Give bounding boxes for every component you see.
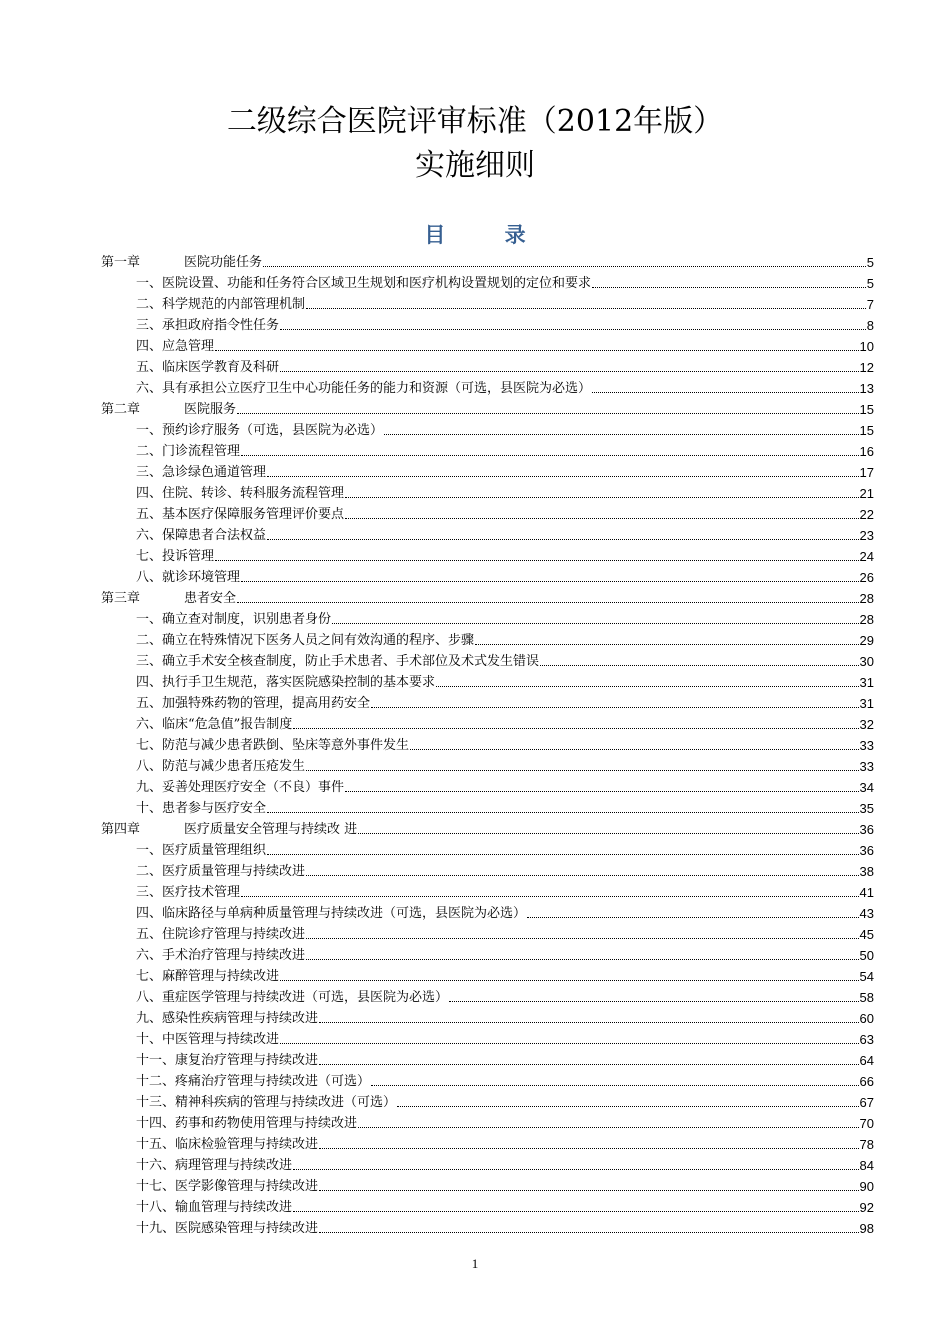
toc-entry-label bbox=[136, 696, 370, 712]
toc-page-number: 66 bbox=[859, 1074, 874, 1089]
toc-section-entry[interactable] bbox=[101, 691, 874, 712]
toc-entry-title: 四、住院、转诊、转科服务流程管理 bbox=[136, 486, 345, 501]
toc-entry-label bbox=[136, 339, 214, 355]
toc-page-number: 54 bbox=[859, 969, 874, 984]
toc-dot-leader bbox=[280, 980, 859, 981]
toc-entry-label bbox=[136, 633, 474, 649]
toc-chapter-number: 第四章 bbox=[101, 822, 141, 837]
toc-entry-title: 一、医疗质量管理组织 bbox=[136, 843, 267, 858]
toc-entry-title: 四、执行手卫生规范，落实医院感染控制的基本要求 bbox=[136, 675, 436, 690]
toc-dot-leader bbox=[267, 854, 859, 855]
toc-dot-leader bbox=[319, 1190, 859, 1191]
toc-page-number: 63 bbox=[859, 1032, 874, 1047]
toc-page-number: 16 bbox=[859, 444, 874, 459]
toc-entry-label bbox=[136, 570, 240, 586]
toc-entry-title: 六、保障患者合法权益 bbox=[136, 528, 267, 543]
toc-entry-label bbox=[136, 717, 292, 733]
toc-dot-leader bbox=[241, 581, 859, 582]
toc-entry-title: 医疗质量安全管理与持续改 进 bbox=[184, 822, 358, 837]
toc-dot-leader bbox=[215, 560, 859, 561]
toc-dot-leader bbox=[293, 1169, 859, 1170]
toc-section-entry[interactable] bbox=[101, 754, 874, 775]
toc-section-entry[interactable] bbox=[101, 1174, 874, 1195]
toc-entry-title: 六、具有承担公立医疗卫生中心功能任务的能力和资源（可选，县医院为必选） bbox=[136, 381, 592, 396]
toc-entry-label bbox=[136, 1158, 292, 1174]
toc-page-number: 28 bbox=[859, 612, 874, 627]
toc-dot-leader bbox=[293, 728, 858, 729]
toc-entry-title: 医院服务 bbox=[184, 402, 237, 417]
toc-page-number: 84 bbox=[859, 1158, 874, 1173]
toc-section-entry[interactable] bbox=[101, 1111, 874, 1132]
toc-dot-leader bbox=[280, 371, 859, 372]
toc-dot-leader bbox=[319, 1064, 859, 1065]
toc-dot-leader bbox=[345, 791, 859, 792]
toc-page-number: 12 bbox=[859, 360, 874, 375]
toc-section-entry[interactable] bbox=[101, 838, 874, 859]
toc-entry-title: 一、确立查对制度，识别患者身份 bbox=[136, 612, 332, 627]
toc-section-entry[interactable] bbox=[101, 943, 874, 964]
toc-entry-label bbox=[136, 1011, 318, 1027]
toc-entry-label bbox=[101, 822, 357, 838]
toc-entry-label bbox=[136, 360, 279, 376]
toc-page-number: 33 bbox=[859, 738, 874, 753]
toc-page-number: 15 bbox=[859, 423, 874, 438]
page-number: 1 bbox=[471, 1256, 479, 1271]
toc-page-number: 24 bbox=[859, 549, 874, 564]
toc-dot-leader bbox=[267, 476, 859, 477]
toc-page-number: 13 bbox=[859, 381, 874, 396]
toc-entry-label bbox=[136, 465, 266, 481]
toc-entry-label bbox=[136, 444, 240, 460]
toc-section-entry[interactable] bbox=[101, 628, 874, 649]
toc-section-entry[interactable] bbox=[101, 460, 874, 481]
document-title: 二级综合医院评审标准（2012年版） bbox=[226, 104, 724, 139]
toc-chapter-number: 第一章 bbox=[101, 255, 141, 270]
toc-section-entry[interactable] bbox=[101, 334, 874, 355]
toc-dot-leader bbox=[237, 413, 859, 414]
toc-entry-label bbox=[136, 1116, 357, 1132]
toc-entry-title: 七、麻醉管理与持续改进 bbox=[136, 969, 280, 984]
toc-section-entry[interactable] bbox=[101, 523, 874, 544]
toc-dot-leader bbox=[215, 350, 859, 351]
toc-page-number: 5 bbox=[866, 276, 874, 291]
toc-section-entry[interactable] bbox=[101, 670, 874, 691]
toc-section-entry[interactable] bbox=[101, 1132, 874, 1153]
toc-page-number: 33 bbox=[859, 759, 874, 774]
toc-entry-title: 十八、输血管理与持续改进 bbox=[136, 1200, 293, 1215]
toc-section-entry[interactable] bbox=[101, 796, 874, 817]
toc-dot-leader bbox=[592, 287, 866, 288]
toc-entry-title: 九、感染性疾病管理与持续改进 bbox=[136, 1011, 319, 1026]
toc-section-entry[interactable] bbox=[101, 1069, 874, 1090]
toc-entry-title: 十五、临床检验管理与持续改进 bbox=[136, 1137, 319, 1152]
toc-entry-label bbox=[101, 255, 262, 271]
toc-section-entry[interactable] bbox=[101, 565, 874, 586]
toc-entry-label bbox=[136, 423, 383, 439]
toc-dot-leader bbox=[306, 938, 859, 939]
toc-page-number: 29 bbox=[859, 633, 874, 648]
toc-entry-label bbox=[136, 507, 344, 523]
toc-entry-title: 二、科学规范的内部管理机制 bbox=[136, 297, 306, 312]
toc-page-number: 43 bbox=[859, 906, 874, 921]
toc-entry-label bbox=[136, 906, 526, 922]
toc-entry-title: 六、临床“危急值”报告制度 bbox=[136, 717, 293, 732]
toc-dot-leader bbox=[371, 707, 859, 708]
toc-dot-leader bbox=[293, 1211, 859, 1212]
toc-section-entry[interactable] bbox=[101, 418, 874, 439]
toc-entry-label bbox=[136, 297, 305, 313]
toc-entry-title: 患者安全 bbox=[184, 591, 237, 606]
toc-chapter-number: 第二章 bbox=[101, 402, 141, 417]
toc-dot-leader bbox=[241, 896, 859, 897]
toc-dot-leader bbox=[319, 1232, 859, 1233]
toc-entry-label bbox=[136, 654, 539, 670]
toc-dot-leader bbox=[449, 1001, 859, 1002]
toc-dot-leader bbox=[436, 686, 859, 687]
toc-chapter-entry[interactable] bbox=[101, 586, 874, 607]
toc-entry-title: 八、就诊环境管理 bbox=[136, 570, 241, 585]
toc-chapter-entry[interactable] bbox=[101, 250, 874, 271]
toc-page-number: 21 bbox=[859, 486, 874, 501]
toc-section-entry[interactable] bbox=[101, 922, 874, 943]
toc-dot-leader bbox=[540, 665, 859, 666]
toc-section-entry[interactable] bbox=[101, 712, 874, 733]
toc-entry-label bbox=[136, 486, 344, 502]
toc-entry-label bbox=[136, 969, 279, 985]
toc-dot-leader bbox=[319, 1022, 859, 1023]
toc-section-entry[interactable] bbox=[101, 1153, 874, 1174]
toc-section-entry[interactable] bbox=[101, 271, 874, 292]
toc-dot-leader bbox=[475, 644, 859, 645]
toc-entry-label bbox=[136, 864, 305, 880]
toc-page-number: 35 bbox=[859, 801, 874, 816]
toc-section-entry[interactable] bbox=[101, 1006, 874, 1027]
toc-entry-title: 五、基本医疗保障服务管理评价要点 bbox=[136, 507, 345, 522]
toc-page-number: 15 bbox=[859, 402, 874, 417]
toc-entry-label bbox=[136, 738, 409, 754]
toc-section-entry[interactable] bbox=[101, 1048, 874, 1069]
toc-page-number: 92 bbox=[859, 1200, 874, 1215]
toc-entry-label bbox=[101, 402, 236, 418]
toc-page-number: 36 bbox=[859, 822, 874, 837]
toc-entry-label bbox=[101, 591, 236, 607]
toc-page-number: 98 bbox=[859, 1221, 874, 1236]
toc-section-entry[interactable] bbox=[101, 355, 874, 376]
toc-entry-title: 八、防范与减少患者压疮发生 bbox=[136, 759, 306, 774]
toc-section-entry[interactable] bbox=[101, 964, 874, 985]
toc-entry-label bbox=[136, 276, 591, 292]
toc-entry-label bbox=[136, 1095, 396, 1111]
toc-entry-title: 七、投诉管理 bbox=[136, 549, 215, 564]
toc-dot-leader bbox=[410, 749, 859, 750]
toc-section-entry[interactable] bbox=[101, 502, 874, 523]
toc-entry-title: 医院功能任务 bbox=[184, 255, 263, 270]
toc-dot-leader bbox=[306, 770, 859, 771]
toc-page-number: 38 bbox=[859, 864, 874, 879]
toc-page-number: 78 bbox=[859, 1137, 874, 1152]
toc-entry-title: 六、手术治疗管理与持续改进 bbox=[136, 948, 306, 963]
toc-entry-label bbox=[136, 1074, 370, 1090]
toc-dot-leader bbox=[397, 1106, 859, 1107]
toc-page-number: 28 bbox=[859, 591, 874, 606]
toc-section-entry[interactable] bbox=[101, 985, 874, 1006]
toc-entry-title: 二、医疗质量管理与持续改进 bbox=[136, 864, 306, 879]
toc-entry-title: 十一、康复治疗管理与持续改进 bbox=[136, 1053, 319, 1068]
toc-entry-label bbox=[136, 990, 448, 1006]
toc-entry-title: 十三、精神科疾病的管理与持续改进（可选） bbox=[136, 1095, 397, 1110]
toc-entry-label bbox=[136, 1032, 279, 1048]
toc-heading: 目 录 bbox=[424, 223, 552, 247]
toc-entry-label bbox=[136, 1137, 318, 1153]
toc-page-number: 58 bbox=[859, 990, 874, 1005]
toc-dot-leader bbox=[358, 1127, 859, 1128]
toc-section-entry[interactable] bbox=[101, 775, 874, 796]
toc-entry-title: 九、妥善处理医疗安全（不良）事件 bbox=[136, 780, 345, 795]
toc-dot-leader bbox=[319, 1148, 859, 1149]
toc-dot-leader bbox=[306, 875, 859, 876]
toc-page-number: 22 bbox=[859, 507, 874, 522]
toc-entry-title: 四、应急管理 bbox=[136, 339, 215, 354]
toc-dot-leader bbox=[371, 1085, 859, 1086]
toc-section-entry[interactable] bbox=[101, 313, 874, 334]
toc-dot-leader bbox=[332, 623, 859, 624]
toc-page-number: 8 bbox=[866, 318, 874, 333]
toc-dot-leader bbox=[280, 329, 866, 330]
toc-entry-label bbox=[136, 801, 266, 817]
toc-entry-title: 十六、病理管理与持续改进 bbox=[136, 1158, 293, 1173]
toc-section-entry[interactable] bbox=[101, 376, 874, 397]
toc-page-number: 70 bbox=[859, 1116, 874, 1131]
toc-page-number: 90 bbox=[859, 1179, 874, 1194]
toc-chapter-number: 第三章 bbox=[101, 591, 141, 606]
toc-page-number: 23 bbox=[859, 528, 874, 543]
toc-dot-leader bbox=[280, 1043, 859, 1044]
toc-entry-title: 五、加强特殊药物的管理，提高用药安全 bbox=[136, 696, 371, 711]
toc-entry-title: 十二、疼痛治疗管理与持续改进（可选） bbox=[136, 1074, 371, 1089]
toc-dot-leader bbox=[237, 602, 859, 603]
toc-section-entry[interactable] bbox=[101, 733, 874, 754]
toc-entry-label bbox=[136, 1200, 292, 1216]
toc-entry-title: 八、重症医学管理与持续改进（可选，县医院为必选） bbox=[136, 990, 449, 1005]
toc-entry-title: 三、确立手术安全核查制度，防止手术患者、手术部位及术式发生错误 bbox=[136, 654, 540, 669]
toc-page-number: 31 bbox=[859, 675, 874, 690]
toc-section-entry[interactable] bbox=[101, 880, 874, 901]
toc-entry-title: 五、住院诊疗管理与持续改进 bbox=[136, 927, 306, 942]
toc-entry-label bbox=[136, 612, 331, 628]
toc-page-number: 7 bbox=[866, 297, 874, 312]
toc-dot-leader bbox=[267, 812, 859, 813]
toc-entry-label bbox=[136, 780, 344, 796]
toc-dot-leader bbox=[592, 392, 859, 393]
toc-section-entry[interactable] bbox=[101, 1090, 874, 1111]
toc-dot-leader bbox=[263, 266, 866, 267]
toc-section-entry[interactable] bbox=[101, 439, 874, 460]
toc-page-number: 64 bbox=[859, 1053, 874, 1068]
toc-dot-leader bbox=[384, 434, 859, 435]
toc-page-number: 67 bbox=[859, 1095, 874, 1110]
toc-entry-label bbox=[136, 843, 266, 859]
toc-entry-title: 三、急诊绿色通道管理 bbox=[136, 465, 267, 480]
toc-page-number: 31 bbox=[859, 696, 874, 711]
toc-entry-label bbox=[136, 885, 240, 901]
toc-page-number: 32 bbox=[859, 717, 874, 732]
toc-section-entry[interactable] bbox=[101, 859, 874, 880]
toc-section-entry[interactable] bbox=[101, 1216, 874, 1237]
toc-page-number: 34 bbox=[859, 780, 874, 795]
toc-section-entry[interactable] bbox=[101, 1027, 874, 1048]
toc-page-number: 41 bbox=[859, 885, 874, 900]
toc-entry-label bbox=[136, 381, 591, 397]
toc-entry-label bbox=[136, 318, 279, 334]
toc-page-number: 10 bbox=[859, 339, 874, 354]
toc-entry-label bbox=[136, 759, 305, 775]
toc-entry-label bbox=[136, 528, 266, 544]
toc-entry-title: 十九、医院感染管理与持续改进 bbox=[136, 1221, 319, 1236]
toc-entry-title: 五、临床医学教育及科研 bbox=[136, 360, 280, 375]
toc-entry-label bbox=[136, 927, 305, 943]
toc-dot-leader bbox=[241, 455, 859, 456]
toc-entry-title: 七、防范与减少患者跌倒、坠床等意外事件发生 bbox=[136, 738, 410, 753]
toc-entry-title: 一、医院设置、功能和任务符合区域卫生规划和医疗机构设置规划的定位和要求 bbox=[136, 276, 592, 291]
toc-entry-title: 三、医疗技术管理 bbox=[136, 885, 241, 900]
toc-page-number: 36 bbox=[859, 843, 874, 858]
toc-page-number: 17 bbox=[859, 465, 874, 480]
table-of-contents bbox=[101, 250, 874, 1237]
toc-dot-leader bbox=[345, 518, 859, 519]
toc-page-number: 50 bbox=[859, 948, 874, 963]
toc-section-entry[interactable] bbox=[101, 544, 874, 565]
toc-entry-title: 十七、医学影像管理与持续改进 bbox=[136, 1179, 319, 1194]
toc-dot-leader bbox=[358, 833, 858, 834]
toc-dot-leader bbox=[306, 959, 859, 960]
toc-page-number: 30 bbox=[859, 654, 874, 669]
toc-section-entry[interactable] bbox=[101, 607, 874, 628]
toc-dot-leader bbox=[306, 308, 866, 309]
toc-page-number: 60 bbox=[859, 1011, 874, 1026]
toc-entry-label bbox=[136, 675, 435, 691]
toc-entry-title: 一、预约诊疗服务（可选，县医院为必选） bbox=[136, 423, 384, 438]
toc-page-number: 45 bbox=[859, 927, 874, 942]
toc-section-entry[interactable] bbox=[101, 1195, 874, 1216]
toc-entry-title: 十、患者参与医疗安全 bbox=[136, 801, 267, 816]
toc-page-number: 26 bbox=[859, 570, 874, 585]
toc-entry-title: 二、确立在特殊情况下医务人员之间有效沟通的程序、步骤 bbox=[136, 633, 475, 648]
toc-entry-title: 二、门诊流程管理 bbox=[136, 444, 241, 459]
toc-entry-label bbox=[136, 948, 305, 964]
toc-section-entry[interactable] bbox=[101, 481, 874, 502]
toc-entry-title: 十、中医管理与持续改进 bbox=[136, 1032, 280, 1047]
document-subtitle: 实施细则 bbox=[415, 148, 535, 183]
toc-section-entry[interactable] bbox=[101, 649, 874, 670]
toc-entry-label bbox=[136, 549, 214, 565]
toc-entry-title: 四、临床路径与单病种质量管理与持续改进（可选，县医院为必选） bbox=[136, 906, 527, 921]
toc-dot-leader bbox=[527, 917, 859, 918]
toc-entry-label bbox=[136, 1221, 318, 1237]
toc-page-number: 5 bbox=[866, 255, 874, 270]
toc-section-entry[interactable] bbox=[101, 901, 874, 922]
toc-entry-title: 十四、药事和药物使用管理与持续改进 bbox=[136, 1116, 358, 1131]
toc-entry-title: 三、承担政府指令性任务 bbox=[136, 318, 280, 333]
toc-chapter-entry[interactable] bbox=[101, 397, 874, 418]
toc-entry-label bbox=[136, 1053, 318, 1069]
toc-dot-leader bbox=[267, 539, 859, 540]
toc-chapter-entry[interactable] bbox=[101, 817, 874, 838]
toc-section-entry[interactable] bbox=[101, 292, 874, 313]
toc-entry-label bbox=[136, 1179, 318, 1195]
toc-dot-leader bbox=[345, 497, 859, 498]
